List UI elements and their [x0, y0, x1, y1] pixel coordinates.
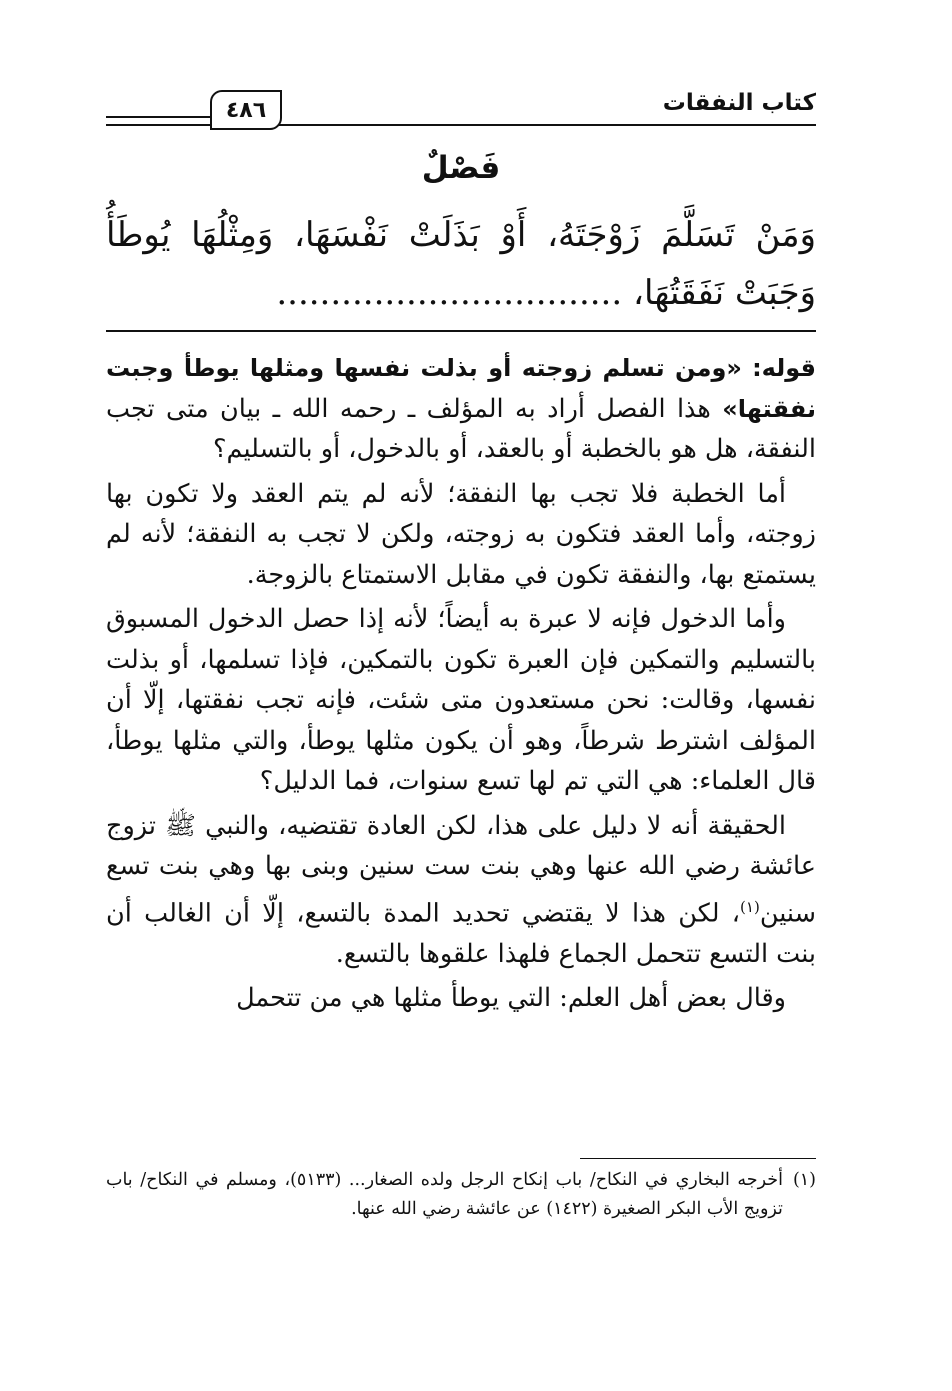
- header-rule: [208, 124, 816, 126]
- paragraph-4-text-b: ، لكن هذا لا يقتضي تحديد المدة بالتسع، إلّا أن الغالب أن بنت التسع تتحمل الجماع فلهذا علقوها بالتسع.: [106, 898, 816, 969]
- footnote-ref[interactable]: (١): [740, 897, 760, 916]
- paragraph-4: [106, 806, 816, 975]
- qawluhu-label: قوله:: [752, 354, 817, 382]
- footnote-rule: [580, 1158, 816, 1159]
- page-number: ٤٨٦: [210, 90, 282, 130]
- running-header: [106, 86, 816, 130]
- book-title: كتاب النفقات: [662, 90, 816, 116]
- paragraph-2: [106, 474, 816, 596]
- footnote-number: (١): [792, 1170, 816, 1190]
- matn-line-2: [106, 264, 816, 322]
- matn-line-1: وَمَنْ تَسَلَّمَ زَوْجَتَهُ، أَوْ بَذَلَتْ نَفْسَهَا، وَمِثْلُهَا يُوطَأُ: [106, 215, 816, 255]
- section-title: فَصْلٌ: [421, 150, 501, 186]
- matn-divider: [106, 330, 816, 332]
- paragraph-4-text-a: الحقيقة أنه لا دليل على هذا، لكن العادة تقتضيه، والنبي ﷺ تزوج عائشة رضي الله عنها وهي بنت ست سنين وبنى بها وهي بنت تسع سنين: [106, 810, 816, 928]
- header-rule-double: [106, 116, 210, 126]
- paragraph-5-text: وقال بعض أهل العلم: التي يوطأ مثلها هي من تتحمل: [236, 983, 786, 1013]
- quoted-matn: «ومن تسلم زوجته أو بذلت نفسها ومثلها يوطأ وجبت نفقتها»: [106, 354, 816, 423]
- paragraph-2-text: أما الخطبة فلا تجب بها النفقة؛ لأنه لم يتم العقد ولا تكون بها زوجته، وأما العقد فتكون به زوجته، ولكن لا تجب به النفقة؛ لأنه لم يستمتع بها، والنفقة تكون في مقابل الاستمتاع بالزوجة.: [106, 478, 816, 590]
- footnote: [106, 1166, 816, 1224]
- commentary: [106, 348, 816, 1019]
- matn-dots: ................................: [276, 273, 623, 313]
- paragraph-1: [106, 348, 816, 470]
- footnote-text: أخرجه البخاري في النكاح/ باب إنكاح الرجل ولده الصغار... (٥١٣٣)، ومسلم في النكاح/ باب تزويج الأب البكر الصغيرة (١٤٢٢) عن عائشة رضي الله عنها.: [106, 1170, 783, 1219]
- paragraph-3-text: وأما الدخول فإنه لا عبرة به أيضاً؛ لأنه إذا حصل الدخول المسبوق بالتسليم والتمكين فإن العبرة تكون بالتمكين، فإذا تسلمها، أو بذلت نفسها، وقالت: نحن مستعدون متى شئت، فإنه تجب نفقتها، إلّا أن المؤلف اشترط شرطاً، وهو أن يكون مثلها يوطأ، والتي مثلها يوطأ، قال العلماء: هي التي تم لها تسع سنوات، فما الدليل؟: [106, 604, 816, 796]
- paragraph-5: [106, 978, 816, 1019]
- paragraph-1-text: هذا الفصل أراد به المؤلف ـ رحمه الله ـ بيان متى تجب النفقة، هل هو بالخطبة أو بالعقد، أو بالدخول، أو بالتسليم؟: [106, 393, 816, 464]
- paragraph-3: [106, 599, 816, 802]
- book-page: [106, 0, 816, 1391]
- matn-line-2-text: وَجَبَتْ نَفَقَتُهَا،: [632, 273, 816, 313]
- matn-text: [106, 206, 816, 322]
